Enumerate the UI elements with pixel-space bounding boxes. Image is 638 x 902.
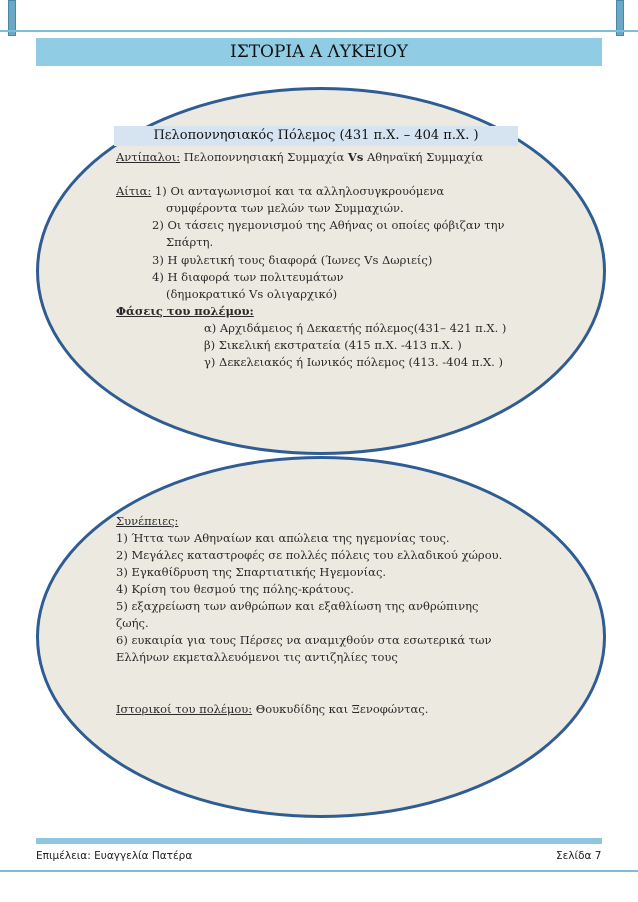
historians-label: Ιστορικοί του πολέμου: (116, 702, 253, 716)
consequence-6b: Ελλήνων εκμεταλλευόμενοι τις αντιζηλίες τους (116, 650, 398, 664)
footer-author: Επιμέλεια: Ευαγγελία Πατέρα (36, 850, 193, 862)
top-frame-line (0, 30, 638, 32)
cause-1a (116, 184, 444, 198)
section-subtitle: Πελοποννησιακός Πόλεμος (431 π.Χ. – 404 π.Χ. ) (114, 126, 518, 146)
cause-1b: συμφέροντα των μελών των Συμμαχιών. (166, 201, 404, 215)
phase-a: α) Αρχιδάμειος ή Δεκαετής πόλεμος(431– 421 π.Χ. ) (204, 321, 507, 335)
consequence-1: 1) Ήττα των Αθηναίων και απώλεια της ηγεμονίας τους. (116, 531, 450, 545)
opponents-label: Αντίπαλοι: (116, 150, 181, 164)
page-title: ΙΣΤΟΡΙΑ Α ΛΥΚΕΙΟΥ (36, 38, 602, 66)
cause-2a: 2) Οι τάσεις ηγεμονισμού της Αθήνας οι οποίες φόβιζαν την (152, 218, 505, 232)
historians-names: Θουκυδίδης και Ξενοφώντας. (252, 702, 429, 716)
consequence-5b: ζωής. (116, 616, 149, 630)
consequence-3: 3) Εγκαθίδρυση της Σπαρτιατικής Ηγεμονίας. (116, 565, 387, 579)
consequence-2: 2) Μεγάλες καταστροφές σε πολλές πόλεις του ελλαδικού χώρου. (116, 548, 503, 562)
phase-c: γ) Δεκελειακός ή Ιωνικός πόλεμος (413. -404 π.Χ. ) (204, 355, 503, 369)
opponents-line (116, 150, 483, 164)
historians-line (116, 702, 428, 716)
cause-1a-text: 1) Οι ανταγωνισμοί και τα αλληλοσυγκρουόμενα (151, 184, 445, 198)
phase-b: β) Σικελική εκστρατεία (415 π.Χ. -413 π.Χ. ) (204, 338, 462, 352)
footer-line (0, 870, 638, 872)
footer-page-number: Σελίδα 7 (556, 850, 602, 862)
cause-2b: Σπάρτη. (166, 235, 214, 249)
consequence-5a: 5) εξαχρείωση των ανθρώπων και εξαθλίωση της ανθρώπινης (116, 599, 479, 613)
opponents-b: Αθηναϊκή Συμμαχία (363, 150, 484, 164)
footer-band (36, 838, 602, 844)
cause-4b: (δημοκρατικό Vs ολιγαρχικό) (166, 287, 338, 301)
causes-label: Αίτια: (116, 184, 152, 198)
cause-3: 3) Η φυλετική τους διαφορά (Ίωνες Vs Δωριείς) (152, 253, 433, 267)
opponents-a: Πελοποννησιακή Συμμαχία (180, 150, 348, 164)
consequence-6a: 6) ευκαιρία για τους Πέρσες να αναμιχθούν στα εσωτερικά των (116, 633, 492, 647)
consequence-4: 4) Κρίση του θεσμού της πόλης-κράτους. (116, 582, 354, 596)
consequences-label: Συνέπειες: (116, 514, 179, 528)
vs-label: Vs (347, 150, 364, 164)
phases-label: Φάσεις του πολέμου: (116, 304, 254, 318)
cause-4a: 4) Η διαφορά των πολιτευμάτων (152, 270, 344, 284)
